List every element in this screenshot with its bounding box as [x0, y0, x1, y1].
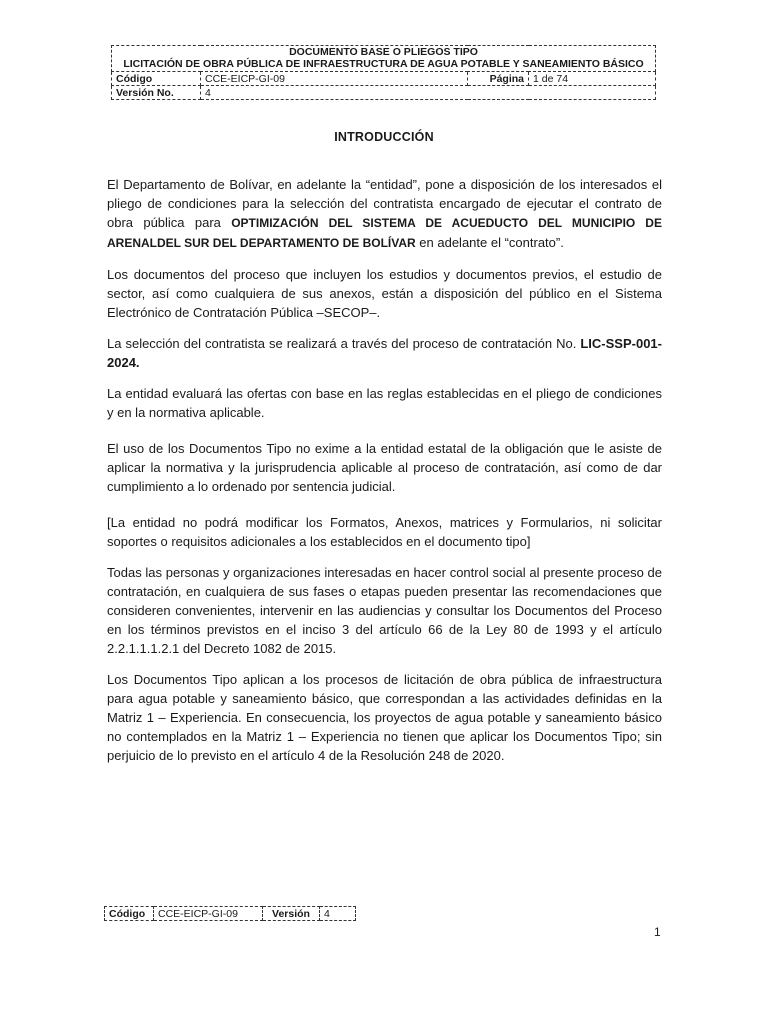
footer-version-label: Versión: [263, 907, 320, 921]
paragraph-social-control: Todas las personas y organizaciones interesadas en hacer control social al presente proceso de contratación, en cualquiera de sus fases o etapas pueden presentar las recomendaciones que consideren convenientes, intervenir en las audiencias y consultar los Documentos del Proceso en los términos previstos en el inciso 3 del artículo 66 de la Ley 80 de 1993 y el artículo 2.2.1.1.1.2.1 del Decreto 1082 de 2015.: [107, 565, 662, 656]
paragraph-scope: Los Documentos Tipo aplican a los procesos de licitación de obra pública de infraestructura para agua potable y saneamiento básico, que correspondan a las actividades definidas en la Matriz 1 – Experiencia. En consecuencia, los proyectos de agua potable y saneamiento básico no contemplados en la Matriz 1 – Experiencia no tienen que aplicar los Documentos Tipo; sin perjuicio de lo previsto en el artículo 4 de la Resolución 248 de 2020.: [107, 672, 662, 763]
paragraph-intro-text-a: El Departamento de Bolívar, en adelante la “entidad”, pone a disposición de los interesados el pliego de condiciones para la selección del contratista encargado de ejecutar el contrato de obra pública para: [107, 177, 662, 230]
footer-version-value: 4: [320, 907, 356, 921]
page-number: 1: [654, 925, 661, 939]
document-footer-table: [104, 906, 356, 921]
header-title-cell: [112, 46, 656, 72]
process-number: LIC-SSP-001-2024.: [107, 336, 662, 370]
header-version-value: 4: [201, 86, 656, 100]
header-version-label: Versión No.: [112, 86, 201, 100]
project-name: OPTIMIZACIÓN DEL SISTEMA DE ACUEDUCTO DEL MUNICIPIO DE ARENALDEL SUR DEL DEPARTAMENTO DE BOLÍVAR: [107, 216, 662, 250]
paragraph-process-number: [107, 334, 662, 372]
paragraph-restrictions: [La entidad no podrá modificar los Formatos, Anexos, matrices y Formularios, ni solicitar soportes o requisitos adicionales a los establecidos en el documento tipo]: [107, 515, 662, 549]
header-page-label: Página: [468, 72, 529, 86]
header-title-line1: DOCUMENTO BASE O PLIEGOS TIPO: [289, 46, 478, 58]
paragraph-process-text: La selección del contratista se realizará a través del proceso de contratación No.: [107, 336, 581, 351]
header-page-value: 1 de 74: [529, 72, 656, 86]
header-code-value: CCE-EICP-GI-09: [201, 72, 468, 86]
paragraph-documents: Los documentos del proceso que incluyen los estudios y documentos previos, el estudio de sector, así como cualquiera de sus anexos, están a disposición del público en el Sistema Electrónico de Contratación Pública –SECOP–.: [107, 267, 662, 320]
footer-code-value: CCE-EICP-GI-09: [154, 907, 263, 921]
paragraph-evaluation: La entidad evaluará las ofertas con base en las reglas establecidas en el pliego de condiciones y en la normativa aplicable.: [107, 386, 662, 420]
footer-code-label: Código: [105, 907, 154, 921]
header-code-label: Código: [112, 72, 201, 86]
document-header-table: [111, 45, 656, 100]
header-title-line2: LICITACIÓN DE OBRA PÚBLICA DE INFRAESTRUCTURA DE AGUA POTABLE Y SANEAMIENTO BÁSICO: [123, 57, 644, 70]
document-body: [107, 175, 662, 777]
paragraph-document-types: El uso de los Documentos Tipo no exime a la entidad estatal de la obligación que le asiste de aplicar la normativa y la jurisprudencia aplicable al proceso de contratación, así como de dar cumplimiento a lo ordenado por sentencia judicial.: [107, 441, 662, 494]
paragraph-intro-text-b: en adelante el “contrato”.: [415, 235, 564, 250]
page-title: INTRODUCCIÓN: [334, 130, 434, 144]
paragraph-intro: [107, 175, 662, 253]
